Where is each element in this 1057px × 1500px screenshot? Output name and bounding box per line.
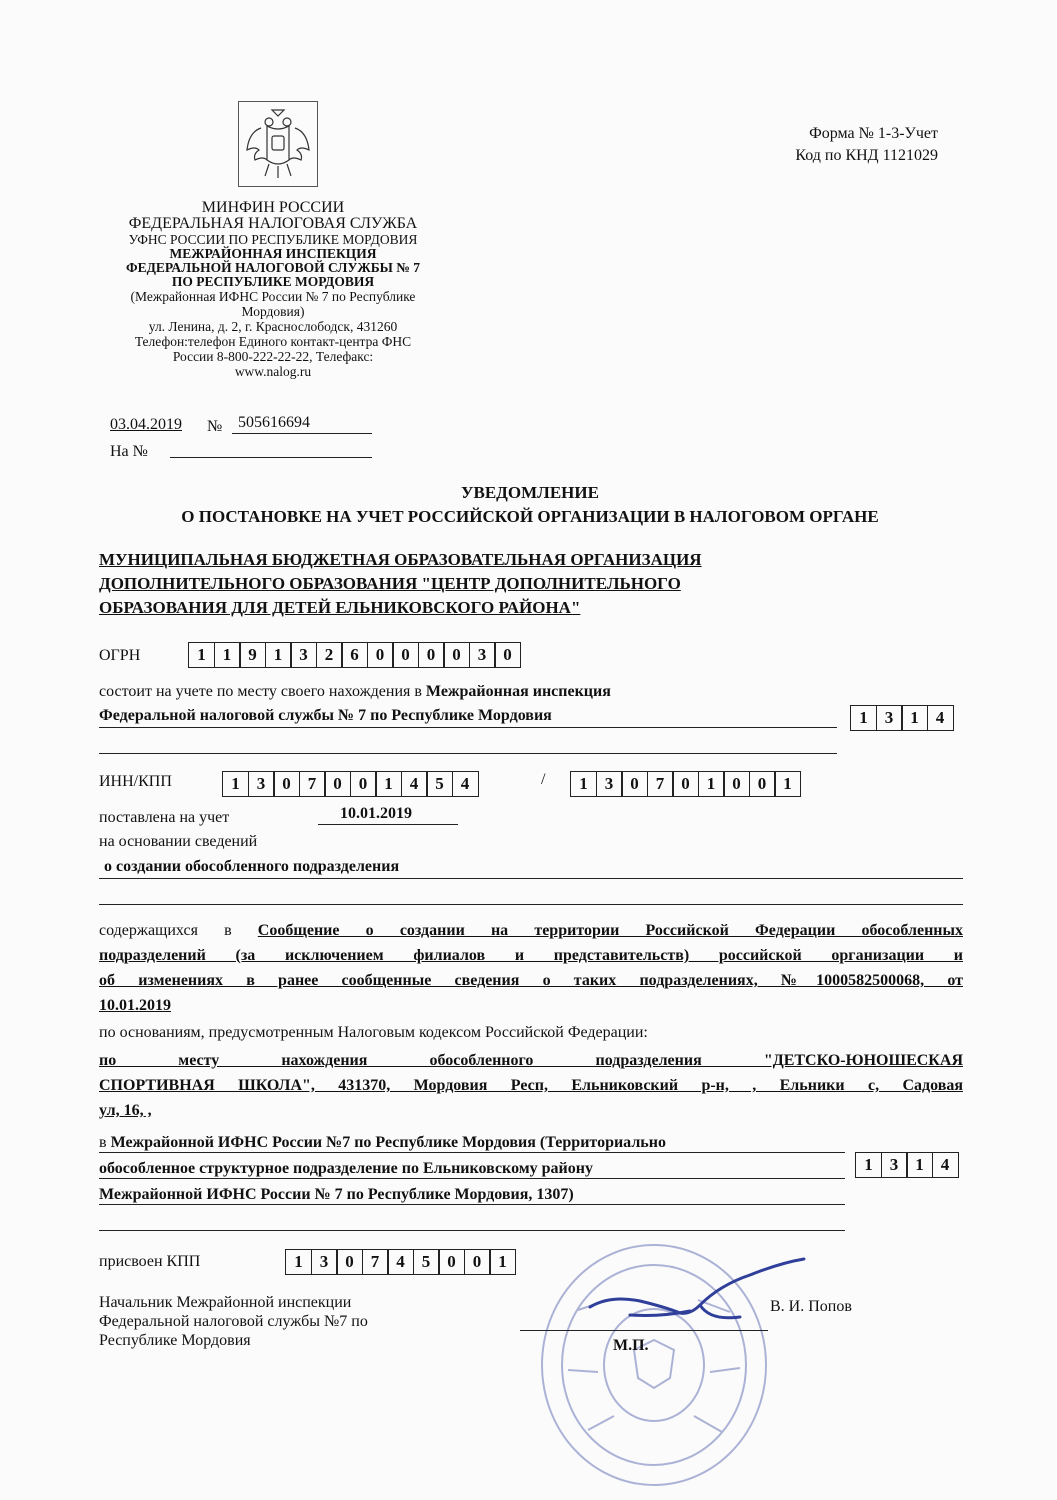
issuer-header bbox=[88, 200, 458, 379]
reference-label: На № bbox=[110, 443, 148, 460]
signatory-position-3: Республике Мордовия bbox=[99, 1332, 251, 1349]
assigned-kpp-digit: 0 bbox=[464, 1249, 491, 1275]
inn-digit: 0 bbox=[350, 771, 377, 797]
ogrn-digit: 6 bbox=[341, 642, 368, 668]
signature-scribble bbox=[570, 1255, 810, 1335]
contained-prefix: содержащихся в bbox=[99, 922, 232, 939]
contained-line-3: об изменениях в ранее сообщенные сведения о таких подразделениях, №1000582500068, от bbox=[99, 972, 963, 989]
registered-org-line-1: Межрайонная инспекция bbox=[425, 683, 611, 700]
signatory-position-1: Начальник Межрайонной инспекции bbox=[99, 1294, 352, 1311]
inn-digit: 0 bbox=[324, 771, 351, 797]
service: ФЕДЕРАЛЬНАЯ НАЛОГОВАЯ СЛУЖБА bbox=[128, 215, 418, 232]
website: www.nalog.ru bbox=[234, 364, 312, 379]
ogrn-digit: 1 bbox=[265, 642, 292, 668]
inspection-line-1: МЕЖРАЙОННАЯ ИНСПЕКЦИЯ bbox=[169, 246, 377, 261]
inn-digit: 5 bbox=[426, 771, 453, 797]
in-org-line-2: обособленное структурное подразделение по Ельниковскому району bbox=[99, 1160, 593, 1177]
ogrn-digit: 0 bbox=[367, 642, 394, 668]
regional-office: УФНС РОССИИ ПО РЕСПУБЛИКЕ МОРДОВИЯ bbox=[128, 232, 418, 247]
assigned-kpp-digit: 4 bbox=[387, 1249, 414, 1275]
registered-prefix: состоит на учете по месту своего нахождения в bbox=[99, 683, 422, 700]
kpp-digit: 3 bbox=[596, 771, 623, 797]
in-org-code-digit: 1 bbox=[855, 1152, 882, 1178]
signatory-position-2: Федеральной налоговой службы №7 по bbox=[99, 1313, 368, 1330]
ogrn-digit: 3 bbox=[290, 642, 317, 668]
phone-line-1: Телефон:телефон Единого контакт-центра ФНС bbox=[134, 334, 412, 349]
form-number: Форма № 1-3-Учет bbox=[809, 125, 938, 142]
in-org-prefix: в bbox=[99, 1134, 107, 1151]
ogrn-digit: 0 bbox=[443, 642, 470, 668]
inn-digit: 1 bbox=[222, 771, 249, 797]
inspection-line-3: ПО РЕСПУБЛИКЕ МОРДОВИЯ bbox=[171, 274, 375, 289]
assigned-kpp-digit: 0 bbox=[438, 1249, 465, 1275]
registered-code-digit: 1 bbox=[901, 705, 928, 731]
contained-line-1: Сообщение о создании на территории Российской Федерации обособленных bbox=[257, 922, 963, 939]
basis-label: на основании сведений bbox=[99, 833, 258, 850]
assigned-kpp-digit: 7 bbox=[362, 1249, 389, 1275]
ogrn-digit: 9 bbox=[239, 642, 266, 668]
signatory-name: В. И. Попов bbox=[770, 1298, 852, 1315]
ogrn-digit: 2 bbox=[316, 642, 343, 668]
ogrn-digit: 1 bbox=[214, 642, 241, 668]
kpp-cells bbox=[570, 771, 801, 797]
knd-code: Код по КНД 1121029 bbox=[795, 147, 938, 164]
doc-number: 505616694 bbox=[238, 414, 310, 431]
stamp-place-label: М.П. bbox=[613, 1337, 649, 1354]
state-emblem bbox=[238, 101, 318, 187]
short-name-1: (Межрайонная ИФНС России № 7 по Республике bbox=[130, 289, 416, 304]
assigned-kpp-cells bbox=[285, 1249, 516, 1275]
ogrn-cells bbox=[188, 642, 521, 668]
short-name-2: Мордовия) bbox=[241, 304, 305, 319]
inn-digit: 7 bbox=[299, 771, 326, 797]
org-name-line-1: МУНИЦИПАЛЬНАЯ БЮДЖЕТНАЯ ОБРАЗОВАТЕЛЬНАЯ ОРГАНИЗАЦИЯ bbox=[99, 550, 702, 569]
assigned-kpp-digit: 1 bbox=[489, 1249, 516, 1275]
org-name-line-2: ДОПОЛНИТЕЛЬНОГО ОБРАЗОВАНИЯ "ЦЕНТР ДОПОЛНИТЕЛЬНОГО bbox=[99, 574, 681, 593]
phone-line-2: России 8-800-222-22-22, Телефакс: bbox=[172, 349, 374, 364]
ogrn-digit: 3 bbox=[469, 642, 496, 668]
title-line-2: О ПОСТАНОВКЕ НА УЧЕТ РОССИЙСКОЙ ОРГАНИЗАЦИИ В НАЛОГОВОМ ОРГАНЕ bbox=[181, 507, 879, 526]
ogrn-digit: 1 bbox=[188, 642, 215, 668]
in-org-code-cells bbox=[855, 1152, 959, 1178]
kpp-digit: 1 bbox=[774, 771, 801, 797]
reg-date-label: поставлена на учет bbox=[99, 809, 230, 826]
in-org-code-digit: 3 bbox=[881, 1152, 908, 1178]
registered-org-line-2: Федеральной налоговой службы № 7 по Республике Мордовия bbox=[99, 707, 552, 724]
address: ул. Ленина, д. 2, г. Краснослободск, 431260 bbox=[148, 319, 398, 334]
ministry: МИНФИН РОССИИ bbox=[201, 199, 345, 216]
ogrn-label: ОГРН bbox=[99, 647, 141, 664]
ogrn-digit: 0 bbox=[418, 642, 445, 668]
inn-digit: 4 bbox=[401, 771, 428, 797]
kpp-digit: 0 bbox=[723, 771, 750, 797]
doc-date: 03.04.2019 bbox=[110, 416, 182, 433]
in-org-line-1: Межрайонной ИФНС России №7 по Республике Мордовия (Территориально bbox=[110, 1134, 666, 1151]
inn-digit: 4 bbox=[452, 771, 479, 797]
contained-line-2: подразделений (за исключением филиалов и представительств) российской организации и bbox=[99, 947, 963, 964]
inn-kpp-separator: / bbox=[541, 771, 546, 788]
inn-digit: 0 bbox=[273, 771, 300, 797]
ogrn-digit: 0 bbox=[494, 642, 521, 668]
kpp-digit: 1 bbox=[698, 771, 725, 797]
org-name-line-3: ОБРАЗОВАНИЯ ДЛЯ ДЕТЕЙ ЕЛЬНИКОВСКОГО РАЙОНА" bbox=[99, 598, 581, 617]
kpp-digit: 0 bbox=[621, 771, 648, 797]
in-org-code-digit: 4 bbox=[932, 1152, 959, 1178]
assigned-kpp-label: присвоен КПП bbox=[99, 1253, 201, 1270]
grounds-line-2: СПОРТИВНАЯ ШКОЛА", 431370, Мордовия Респ, Ельниковский р-н, , Ельники с, Садовая bbox=[99, 1077, 963, 1094]
inn-kpp-label: ИНН/КПП bbox=[99, 773, 172, 790]
assigned-kpp-digit: 1 bbox=[285, 1249, 312, 1275]
title-line-1: УВЕДОМЛЕНИЕ bbox=[461, 483, 599, 502]
inn-digit: 3 bbox=[248, 771, 275, 797]
registered-code-digit: 1 bbox=[850, 705, 877, 731]
inn-digit: 1 bbox=[375, 771, 402, 797]
grounds-label: по основаниям, предусмотренным Налоговым кодексом Российской Федерации: bbox=[99, 1024, 648, 1041]
kpp-digit: 1 bbox=[570, 771, 597, 797]
in-org-code-digit: 1 bbox=[906, 1152, 933, 1178]
grounds-line-3: ул, 16, , bbox=[99, 1102, 152, 1119]
kpp-digit: 7 bbox=[647, 771, 674, 797]
in-org-line-3: Межрайонной ИФНС России № 7 по Республике Мордовия, 1307) bbox=[99, 1186, 574, 1203]
assigned-kpp-digit: 3 bbox=[311, 1249, 338, 1275]
grounds-line-1: по месту нахождения обособленного подразделения "ДЕТСКО-ЮНОШЕСКАЯ bbox=[99, 1052, 963, 1069]
reg-date-value: 10.01.2019 bbox=[340, 805, 412, 822]
registered-code-digit: 4 bbox=[927, 705, 954, 731]
inspection-line-2: ФЕДЕРАЛЬНОЙ НАЛОГОВОЙ СЛУЖБЫ № 7 bbox=[126, 260, 420, 275]
registered-code-digit: 3 bbox=[876, 705, 903, 731]
basis-value: о создании обособленного подразделения bbox=[104, 858, 400, 875]
number-sign: № bbox=[207, 418, 223, 435]
kpp-digit: 0 bbox=[672, 771, 699, 797]
assigned-kpp-digit: 5 bbox=[413, 1249, 440, 1275]
contained-line-4: 10.01.2019 bbox=[99, 997, 171, 1014]
ogrn-digit: 0 bbox=[392, 642, 419, 668]
inn-cells bbox=[222, 771, 479, 797]
registered-code-cells bbox=[850, 705, 954, 731]
kpp-digit: 0 bbox=[749, 771, 776, 797]
assigned-kpp-digit: 0 bbox=[336, 1249, 363, 1275]
